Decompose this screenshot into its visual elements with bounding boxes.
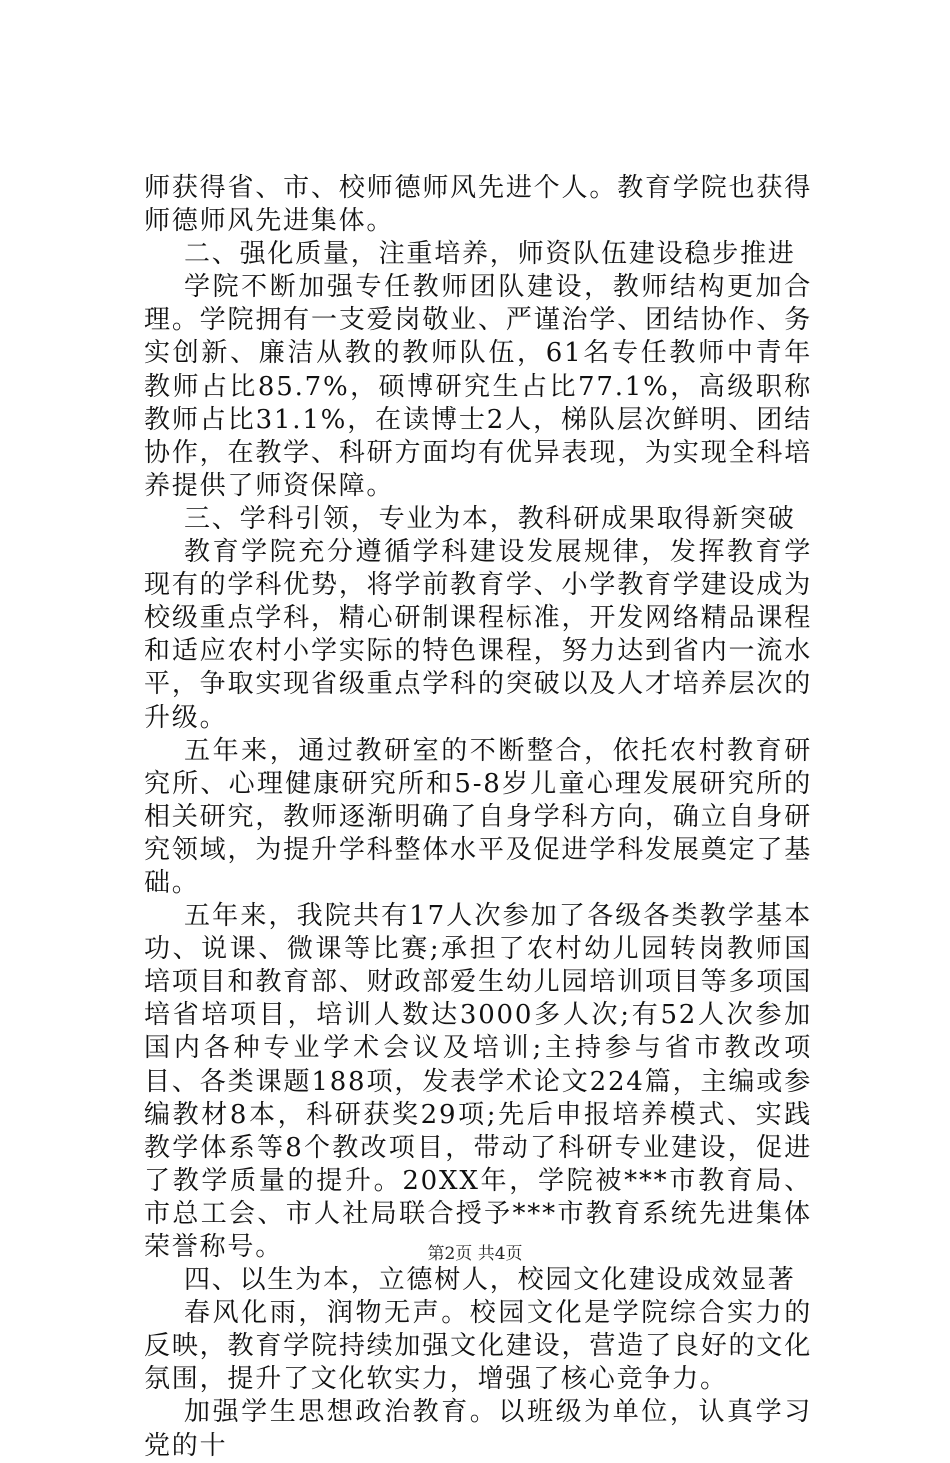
paragraph-1: 师获得省、市、校师德师风先进个人。教育学院也获得师德师风先进集体。 [144,173,812,237]
document-body [144,172,812,1463]
section-heading-4: 四、以生为本，立德树人，校园文化建设成效显著 [184,1265,796,1296]
paragraph-10: 加强学生思想政治教育。以班级为单位，认真学习党的十 [144,1397,812,1461]
page-number-footer: 第2页 共4页 [427,1244,523,1264]
section-heading-3: 三、学科引领，专业为本，教科研成果取得新突破 [184,503,796,534]
paragraph-7: 五年来，我院共有17人次参加了各级各类教学基本功、说课、微课等比赛;承担了农村幼儿园转岗教师国培项目和教育部、财政部爱生幼儿园培训项目等多项国培省培项目，培训人数达3000多人次;有52人次参加国内各种专业学术会议及培训;主持参与省市教改项目、各类课题188项，发表学术论文224篇，主编或参编教材8本，科研获奖29项;先后申报培养模式、实践教学体系等8个教改项目，带动了科研专业建设，促进了教学质量的提升。20XX年，学院被***市教育局、市总工会、市人社局联合授予***市教育系统先进集体荣誉称号。 [144,901,812,1262]
paragraph-5: 教育学院充分遵循学科建设发展规律，发挥教育学现有的学科优势，将学前教育学、小学教育学建设成为校级重点学科，精心研制课程标准，开发网络精品课程和适应农村小学实际的特色课程，努力达到省内一流水平，争取实现省级重点学科的突破以及人才培养层次的升级。 [144,537,812,733]
paragraph-3: 学院不断加强专任教师团队建设，教师结构更加合理。学院拥有一支爱岗敬业、严谨治学、团结协作、务实创新、廉洁从教的教师队伍，61名专任教师中青年教师占比85.7%，硕博研究生占比77.1%，高级职称教师占比31.1%，在读博士2人，梯队层次鲜明、团结协作，在教学、科研方面均有优异表现，为实现全科培养提供了师资保障。 [144,272,812,501]
paragraph-6: 五年来，通过教研室的不断整合，依托农村教育研究所、心理健康研究所和5-8岁儿童心理发展研究所的相关研究，教师逐渐明确了自身学科方向，确立自身研究领域，为提升学科整体水平及促进学科发展奠定了基础。 [144,735,812,898]
section-heading-2: 二、强化质量，注重培养，师资队伍建设稳步推进 [184,239,796,270]
paragraph-9: 春风化雨，润物无声。校园文化是学院综合实力的反映，教育学院持续加强文化建设，营造了良好的文化氛围，提升了文化软实力，增强了核心竞争力。 [144,1298,812,1395]
